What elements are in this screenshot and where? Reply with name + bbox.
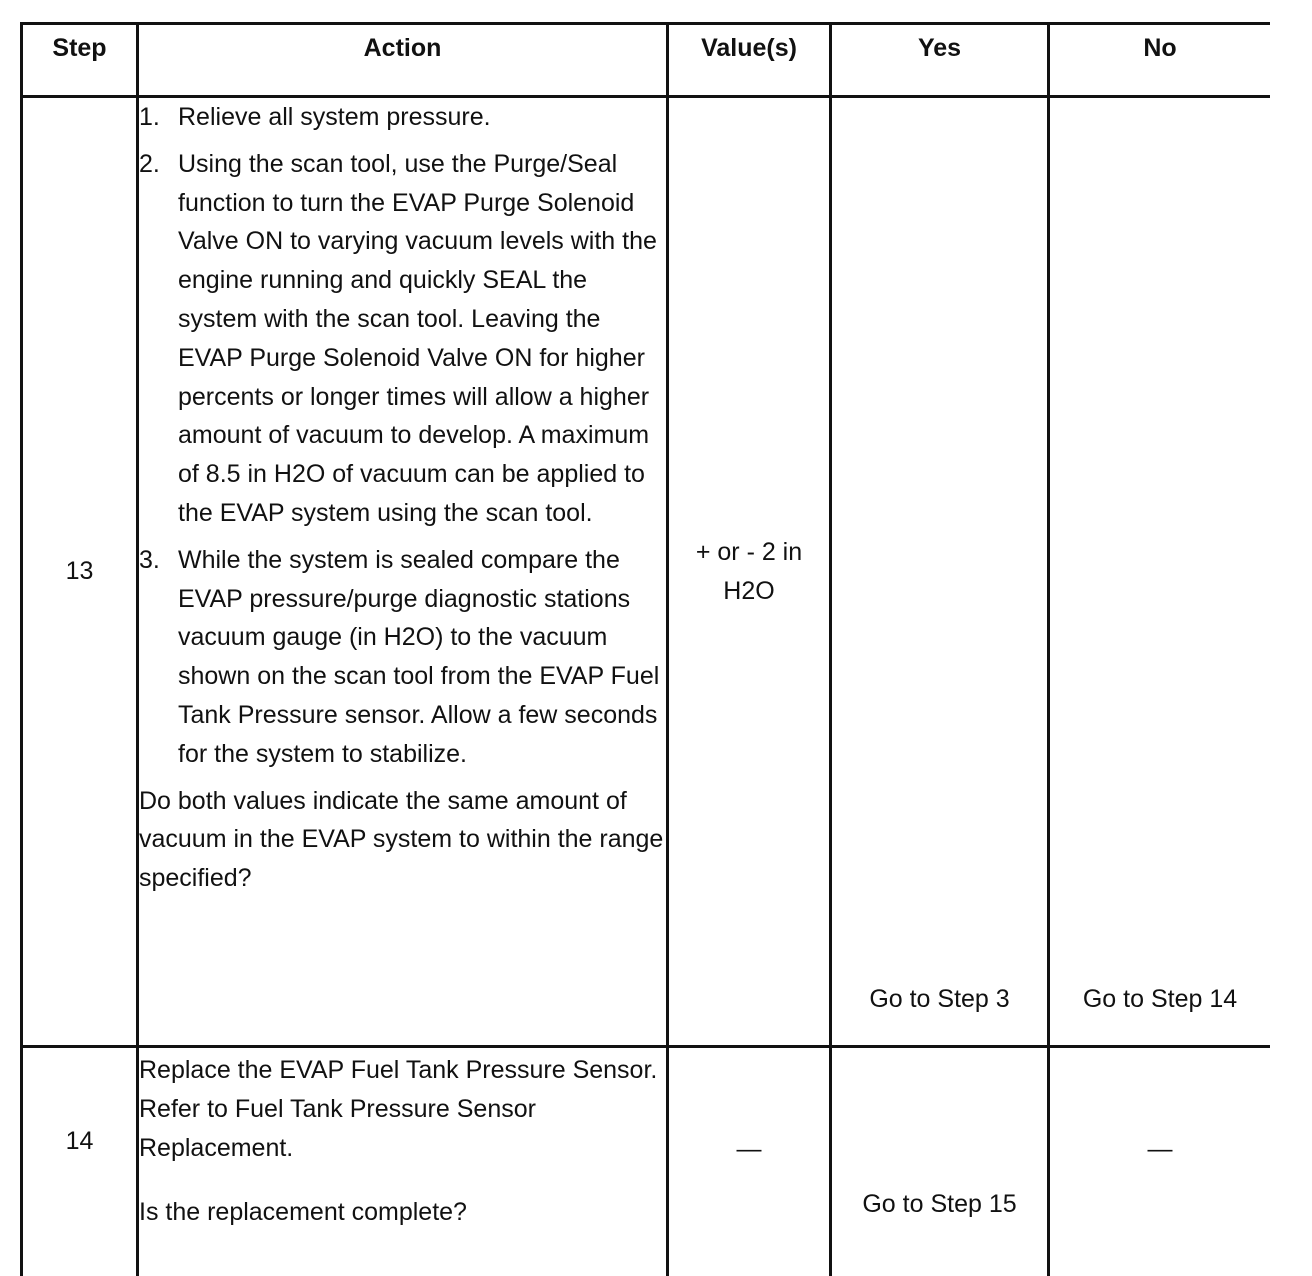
action-step-2: [139, 145, 666, 533]
step-number-cell: 14: [22, 1047, 138, 1276]
action-step-number: 2.: [139, 149, 160, 178]
value-line-2: H2O: [723, 576, 775, 605]
action-step-3: [139, 541, 666, 774]
action-step-number: 1.: [139, 103, 160, 131]
value-cell: [668, 97, 831, 1047]
header-step: Step: [22, 24, 138, 97]
value-line-1: + or - 2 in: [695, 537, 803, 566]
diagnostic-table: [20, 22, 1270, 1276]
yes-cell: Go to Step 3: [831, 97, 1049, 1047]
action-step-text: While the system is sealed compare the EVAP pressure/purge diagnostic stations vacuum gauge (in H2O) to the vacuum shown on the scan tool from the EVAP Fuel Tank Pressure sensor. Allow a few seconds for the system to stabilize.: [178, 545, 660, 768]
table-row-step-13: [22, 97, 1271, 1047]
action-step-number: 3.: [139, 545, 160, 574]
table-row-step-14: [22, 1047, 1271, 1276]
diagnostic-table-container: [20, 22, 1270, 1276]
action-question: Do both values indicate the same amount of vacuum in the EVAP system to within the range specified?: [139, 786, 664, 893]
header-values: Value(s): [668, 24, 831, 97]
action-question: Is the replacement complete?: [139, 1198, 467, 1227]
step-number-cell: 13: [22, 97, 138, 1047]
action-text: Replace the EVAP Fuel Tank Pressure Sensor. Refer to Fuel Tank Pressure Sensor Replacement.: [139, 1056, 658, 1162]
action-steps-list: [139, 98, 666, 774]
action-step-text: Using the scan tool, use the Purge/Seal function to turn the EVAP Purge Solenoid Valve ON to varying vacuum levels with the engine running and quickly SEAL the system with the scan tool. Leaving the EVAP Purge Solenoid Valve ON for higher percents or longer times will allow a higher amount of vacuum to develop. A maximum of 8.5 in H2O of vacuum can be applied to the EVAP system using the scan tool.: [178, 149, 657, 527]
action-cell: [138, 97, 668, 1047]
no-cell: Go to Step 14: [1049, 97, 1271, 1047]
action-step-1: [139, 98, 666, 137]
no-cell: —: [1049, 1047, 1271, 1276]
table-header-row: [22, 24, 1271, 97]
action-step-text: Relieve all system pressure.: [178, 103, 491, 131]
header-yes: Yes: [831, 24, 1049, 97]
header-action: Action: [138, 24, 668, 97]
value-cell: —: [668, 1047, 831, 1276]
header-no: No: [1049, 24, 1271, 97]
action-cell: [138, 1047, 668, 1276]
yes-cell: Go to Step 15: [831, 1047, 1049, 1276]
